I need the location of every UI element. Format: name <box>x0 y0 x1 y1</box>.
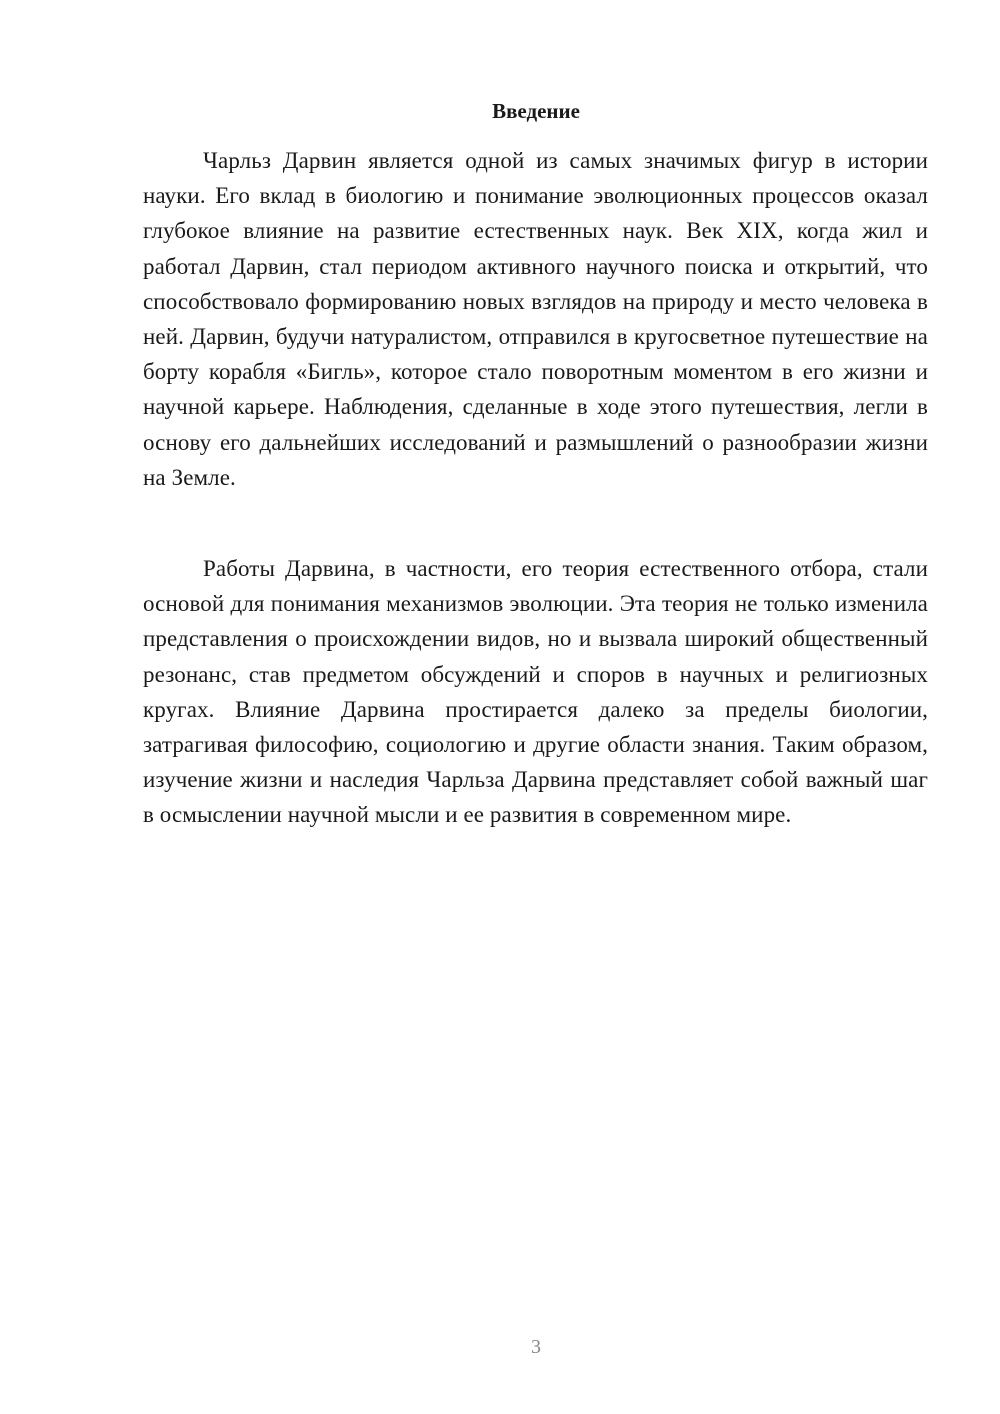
paragraph-2 <box>143 551 928 833</box>
paragraph-2-text: Работы Дарвина, в частности, его теория естественного отбора, стали основой для понимания механизмов эволюции. Эта теория не только изменила представления о происхождении видов, но и вызвала широкий общественный резонанс, став предметом обсуждений и споров в научных и религиозных кругах. Влияние Дарвина простирается далеко за пределы биологии, затрагивая философию, социологию и другие области знания. Таким образом, изучение жизни и наследия Чарльза Дарвина представляет собой важный шаг в осмыслении научной мысли и ее развития в современном мире. <box>143 556 928 828</box>
section-title: Введение <box>492 99 580 123</box>
page-number: 3 <box>531 1336 541 1358</box>
paragraph-1-text: Чарльз Дарвин является одной из самых значимых фигур в истории науки. Его вклад в биологию и понимание эволюционных процессов оказал глубокое влияние на развитие естественных наук. Век XIX, когда жил и работал Дарвин, стал периодом активного научного поиска и открытий, что способствовало формированию новых взглядов на природу и место человека в ней. Дарвин, будучи натуралистом, отправился в кругосветное путешествие на борту корабля «Бигль», которое стало поворотным моментом в его жизни и научной карьере. Наблюдения, сделанные в ходе этого путешествия, легли в основу его дальнейших исследований и размышлений о разнообразии жизни на Земле. <box>143 148 928 490</box>
paragraph-1 <box>143 143 928 495</box>
